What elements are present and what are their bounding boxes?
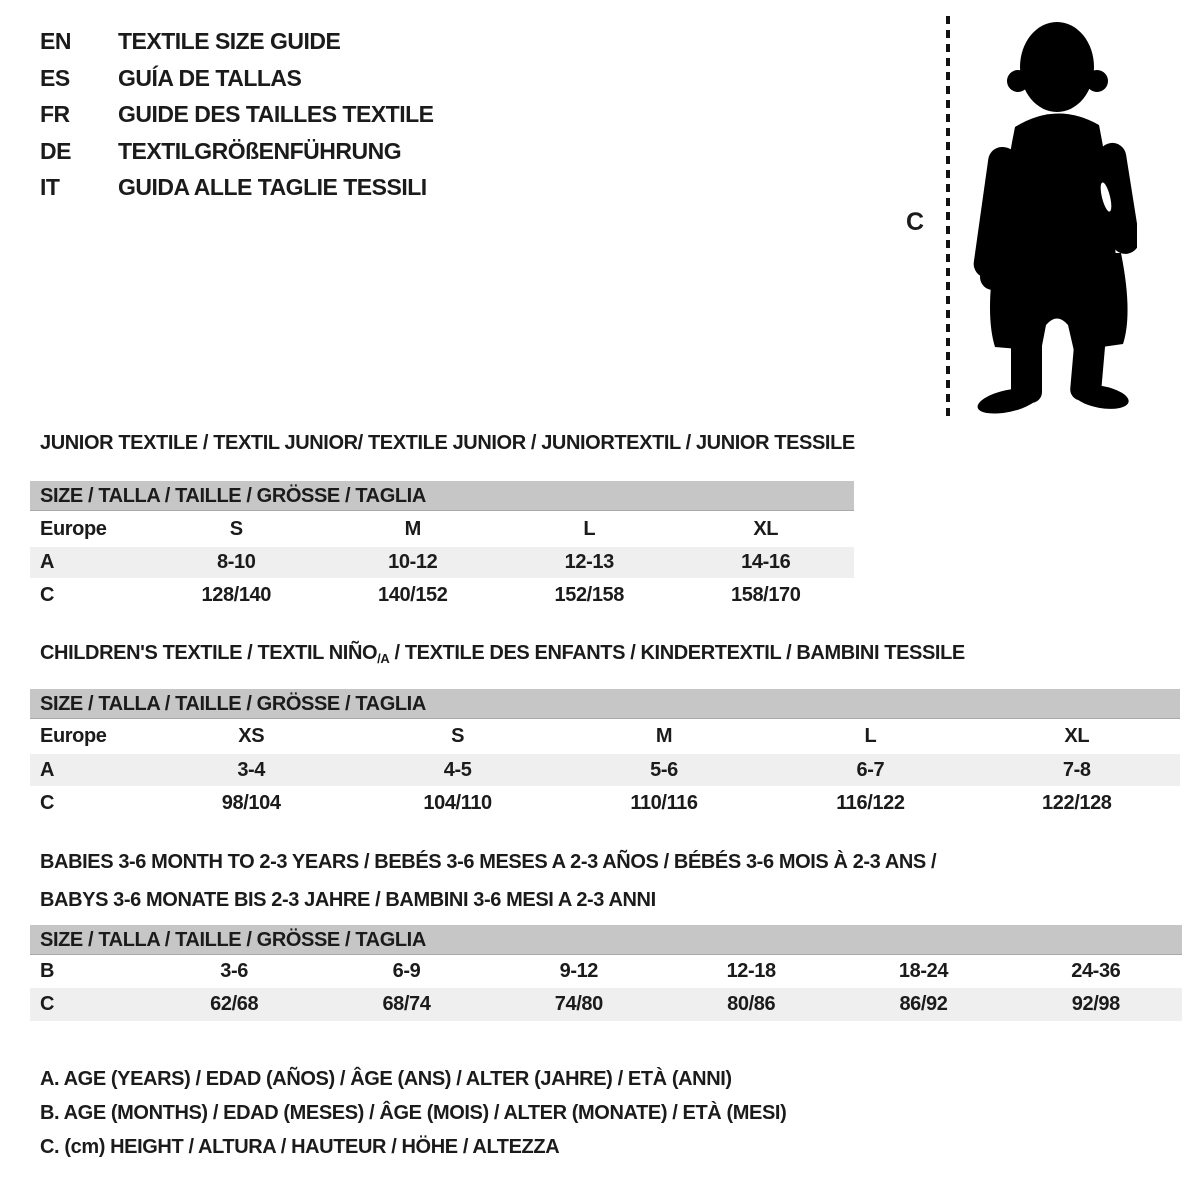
height-value: 110/116 <box>630 791 698 814</box>
size-value: S <box>229 517 243 540</box>
row-label: C <box>40 791 55 814</box>
size-value: XL <box>1064 725 1090 747</box>
table-row <box>30 955 1182 988</box>
table-row <box>30 547 854 578</box>
months-value: 6-9 <box>392 960 421 982</box>
height-value: 116/122 <box>836 791 905 814</box>
table-row <box>30 754 1180 786</box>
size-value: S <box>451 725 465 747</box>
age-value: 4-5 <box>443 758 472 781</box>
row-label: A <box>40 758 55 781</box>
height-value: 68/74 <box>382 993 431 1015</box>
language-row-es <box>40 65 434 102</box>
age-value: 5-6 <box>650 758 678 781</box>
age-value: 10-12 <box>388 551 438 573</box>
height-value: 128/140 <box>201 584 271 606</box>
row-label: Europe <box>40 725 107 747</box>
measure-legend <box>40 1062 786 1164</box>
table-row <box>30 578 854 613</box>
language-title: GUIDA ALLE TAGLIE TESSILI <box>118 174 427 200</box>
children-heading-sub: /A <box>377 651 390 666</box>
babies-size-table <box>30 925 1182 1021</box>
size-header-band: SIZE / TALLA / TAILLE / GRÖSSE / TAGLIA <box>30 925 1182 955</box>
size-value: L <box>583 517 596 540</box>
size-value: L <box>864 725 877 747</box>
legend-line-b: B. AGE (MONTHS) / EDAD (MESES) / ÂGE (MOIS) / ALTER (MONATE) / ETÀ (MESI) <box>40 1102 787 1124</box>
height-value: 158/170 <box>731 584 801 606</box>
junior-size-table <box>30 481 854 613</box>
age-value: 8-10 <box>217 551 256 573</box>
children-size-table <box>30 689 1180 820</box>
language-row-fr <box>40 101 434 138</box>
months-value: 3-6 <box>220 960 249 982</box>
language-title: GUIDE DES TAILLES TEXTILE <box>118 101 434 127</box>
height-value: 104/110 <box>423 791 492 814</box>
row-label: A <box>40 551 55 573</box>
table-row <box>30 719 1180 754</box>
height-value: 92/98 <box>1071 993 1120 1015</box>
months-value: 24-36 <box>1071 960 1121 982</box>
row-label: B <box>40 960 55 982</box>
height-value: 98/104 <box>221 791 281 814</box>
toddler-silhouette-icon <box>965 15 1137 417</box>
language-title: TEXTILE SIZE GUIDE <box>118 28 341 54</box>
language-code: EN <box>40 28 71 54</box>
height-measure-label: C <box>906 208 925 236</box>
age-value: 14-16 <box>741 551 791 573</box>
months-value: 9-12 <box>559 960 599 982</box>
table-row <box>30 988 1182 1021</box>
months-value: 12-18 <box>726 960 776 982</box>
months-value: 18-24 <box>898 960 949 982</box>
age-value: 7-8 <box>1062 758 1091 781</box>
height-value: 122/128 <box>1042 791 1112 814</box>
height-value: 74/80 <box>554 993 603 1015</box>
language-title: TEXTILGRÖßENFÜHRUNG <box>118 137 402 164</box>
children-heading-after: / TEXTILE DES ENFANTS / KINDERTEXTIL / BAMBINI TESSILE <box>389 642 965 664</box>
legend-line-a: A. AGE (YEARS) / EDAD (AÑOS) / ÂGE (ANS) / ALTER (JAHRE) / ETÀ (ANNI) <box>40 1068 732 1090</box>
size-header-band: SIZE / TALLA / TAILLE / GRÖSSE / TAGLIA <box>30 689 1180 719</box>
language-title: GUÍA DE TALLAS <box>118 64 302 91</box>
height-value: 152/158 <box>554 584 624 606</box>
table-row <box>30 511 854 547</box>
language-row-de <box>40 138 434 175</box>
height-value: 140/152 <box>378 584 448 606</box>
size-value: XL <box>753 517 779 540</box>
language-code: FR <box>40 101 70 127</box>
size-header-band: SIZE / TALLA / TAILLE / GRÖSSE / TAGLIA <box>30 481 854 511</box>
row-label: C <box>40 584 55 606</box>
language-title-list <box>40 28 434 211</box>
children-section-heading <box>40 642 965 666</box>
language-code: IT <box>40 174 60 200</box>
legend-line-c: C. (cm) HEIGHT / ALTURA / HAUTEUR / HÖHE / ALTEZZA <box>40 1136 560 1158</box>
age-value: 12-13 <box>564 551 614 573</box>
height-value: 80/86 <box>727 993 776 1015</box>
age-value: 6-7 <box>856 758 885 781</box>
height-value: 62/68 <box>210 993 259 1015</box>
babies-section-heading-line1: BABIES 3-6 MONTH TO 2-3 YEARS / BEBÉS 3-6 MESES A 2-3 AÑOS / BÉBÉS 3-6 MOIS À 2-3 ANS / <box>40 851 937 873</box>
language-row-it <box>40 174 434 211</box>
size-value: M <box>655 725 673 747</box>
language-row-en <box>40 28 434 65</box>
height-value: 86/92 <box>899 993 948 1015</box>
row-label: C <box>40 993 55 1015</box>
size-value: XS <box>238 725 265 747</box>
language-code: DE <box>40 137 71 164</box>
row-label: Europe <box>40 517 107 540</box>
height-dashed-line <box>946 16 950 416</box>
junior-section-heading: JUNIOR TEXTILE / TEXTIL JUNIOR/ TEXTILE JUNIOR / JUNIORTEXTIL / JUNIOR TESSILE <box>40 432 855 454</box>
children-heading-before: CHILDREN'S TEXTILE / TEXTIL NIÑO <box>40 642 378 664</box>
language-code: ES <box>40 64 70 91</box>
size-value: M <box>404 517 421 540</box>
babies-section-heading-line2: BABYS 3-6 MONATE BIS 2-3 JAHRE / BAMBINI 3-6 MESI A 2-3 ANNI <box>40 889 656 911</box>
age-value: 3-4 <box>237 758 266 781</box>
table-row <box>30 786 1180 820</box>
